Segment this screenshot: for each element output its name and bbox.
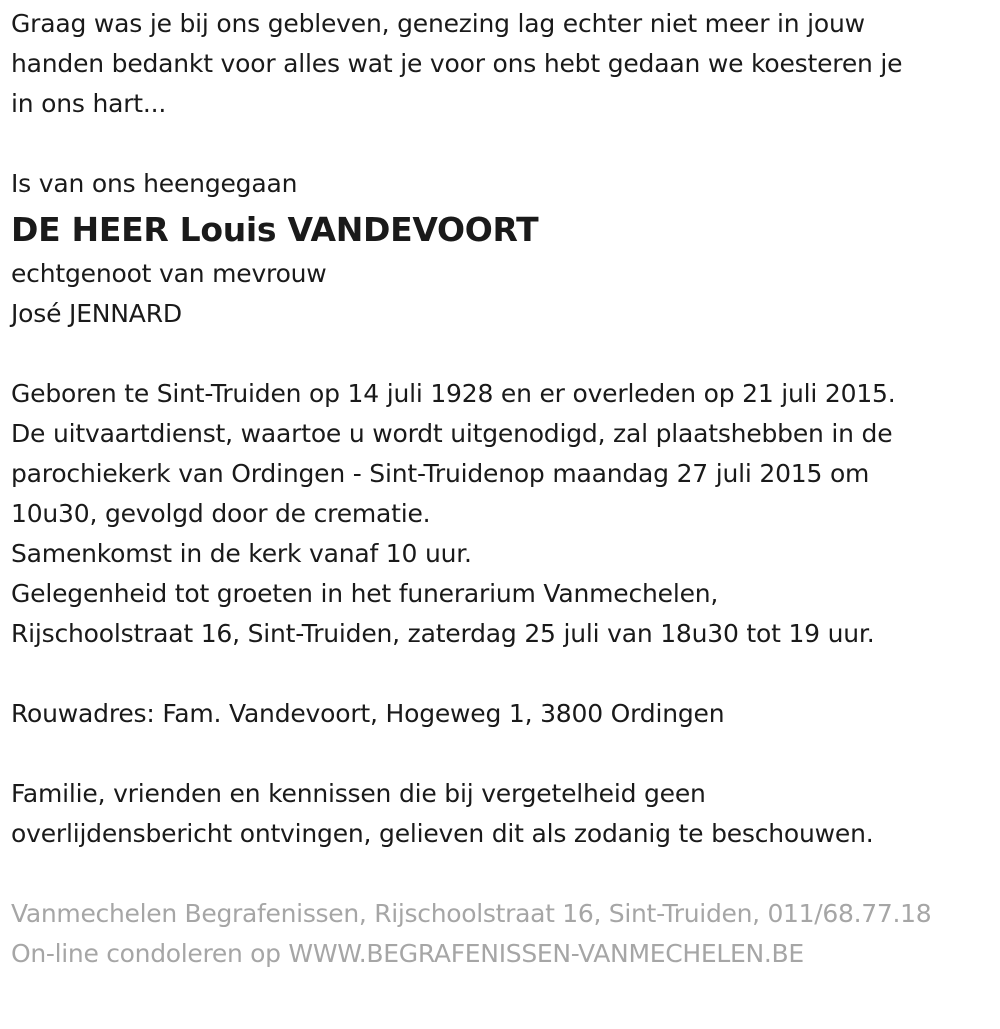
spacer <box>11 654 996 694</box>
details-line: Samenkomst in de kerk vanaf 10 uur. <box>11 539 472 568</box>
notice-line: Familie, vrienden en kennissen die bij vergetelheid geen <box>11 779 706 808</box>
details-line: parochiekerk van Ordingen - Sint-Truidenop maandag 27 juli 2015 om <box>11 459 870 488</box>
announcement-text: Is van ons heengegaan <box>11 169 298 198</box>
intro-line: handen bedankt voor alles wat je voor ons hebt gedaan we koesteren je <box>11 49 903 78</box>
details-line: De uitvaartdienst, waartoe u wordt uitgenodigd, zal plaatshebben in de <box>11 419 893 448</box>
obituary-notice <box>11 4 996 974</box>
details-line: Gelegenheid tot groeten in het funerarium Vanmechelen, <box>11 579 719 608</box>
notice-line: overlijdensbericht ontvingen, gelieven dit als zodanig te beschouwen. <box>11 819 874 848</box>
intro-line: in ons hart... <box>11 89 167 118</box>
online-condolence-link: On-line condoleren op WWW.BEGRAFENISSEN-VANMECHELEN.BE <box>11 939 804 968</box>
spacer <box>11 734 996 774</box>
mourning-address: Rouwadres: Fam. Vandevoort, Hogeweg 1, 3800 Ordingen <box>11 699 725 728</box>
funeral-home-info: Vanmechelen Begrafenissen, Rijschoolstraat 16, Sint-Truiden, 011/68.77.18 <box>11 899 932 928</box>
intro-line: Graag was je bij ons gebleven, genezing lag echter niet meer in jouw <box>11 9 865 38</box>
details-line: Geboren te Sint-Truiden op 14 juli 1928 en er overleden op 21 juli 2015. <box>11 379 896 408</box>
details-line: 10u30, gevolgd door de crematie. <box>11 499 431 528</box>
relation-text: echtgenoot van mevrouw <box>11 259 327 288</box>
spacer <box>11 124 996 164</box>
spouse-name: José JENNARD <box>11 299 182 328</box>
deceased-name: DE HEER Louis VANDEVOORT <box>11 210 539 249</box>
spacer <box>11 854 996 894</box>
footer <box>11 894 996 974</box>
spacer <box>11 334 996 374</box>
funeral-details <box>11 374 996 654</box>
family-notice <box>11 774 996 854</box>
intro-text <box>11 4 996 124</box>
details-line: Rijschoolstraat 16, Sint-Truiden, zaterdag 25 juli van 18u30 tot 19 uur. <box>11 619 875 648</box>
